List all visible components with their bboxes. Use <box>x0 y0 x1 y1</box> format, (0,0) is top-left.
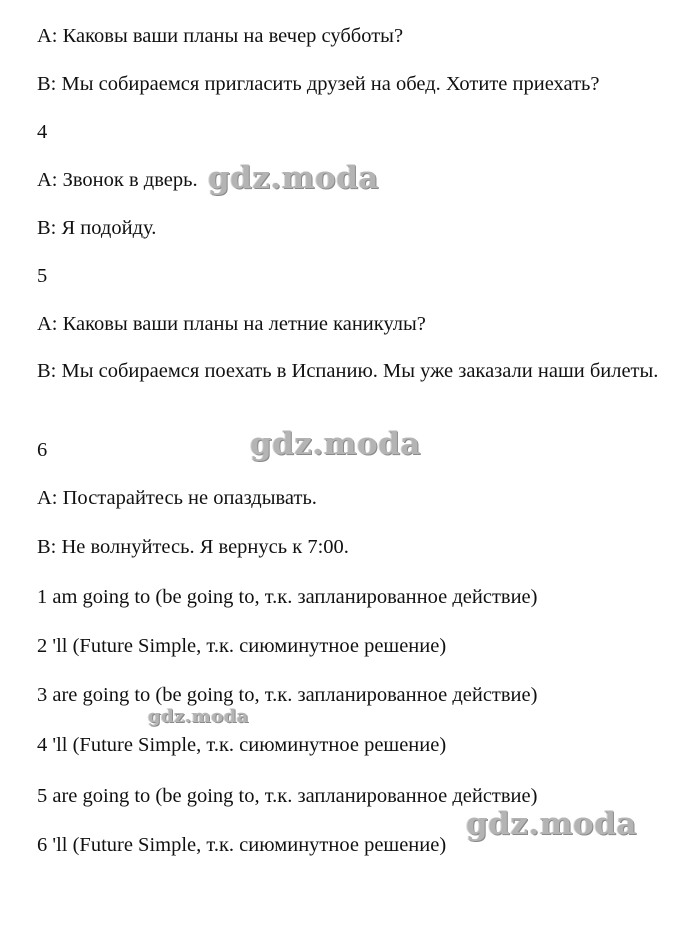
answer-line: 4 'll (Future Simple, т.к. сиюминутное решение) <box>37 734 447 756</box>
dialogue-line: A: Каковы ваши планы на летние каникулы? <box>37 313 426 335</box>
dialogue-line: A: Постарайтесь не опаздывать. <box>37 487 317 509</box>
answer-line: 5 are going to (be going to, т.к. запланированное действие) <box>37 785 538 807</box>
dialogue-line: A: Каковы ваши планы на вечер субботы? <box>37 25 404 47</box>
exercise-number: 5 <box>37 265 48 287</box>
dialogue-line: B: Не волнуйтесь. Я вернусь к 7:00. <box>37 536 349 558</box>
dialogue-line: B: Мы собираемся пригласить друзей на обед. Хотите приехать? <box>37 73 600 95</box>
answer-line: 1 am going to (be going to, т.к. запланированное действие) <box>37 586 538 608</box>
watermark-logo: gdz.moda <box>250 426 421 462</box>
answer-line: 6 'll (Future Simple, т.к. сиюминутное решение) <box>37 834 447 856</box>
answer-line: 3 are going to (be going to, т.к. запланированное действие) <box>37 684 538 706</box>
watermark-logo: gdz.moda <box>466 806 637 842</box>
exercise-number: 6 <box>37 439 48 461</box>
watermark-logo: gdz.moda <box>208 160 379 196</box>
exercise-number: 4 <box>37 121 48 143</box>
dialogue-paragraph: B: Мы собираемся поехать в Испанию. Мы уже заказали наши билеты. <box>37 360 659 382</box>
dialogue-line: A: Звонок в дверь. <box>37 169 198 191</box>
dialogue-line: B: Я подойду. <box>37 217 157 239</box>
answer-line: 2 'll (Future Simple, т.к. сиюминутное решение) <box>37 635 447 657</box>
watermark-logo: gdz.moda <box>148 706 249 727</box>
